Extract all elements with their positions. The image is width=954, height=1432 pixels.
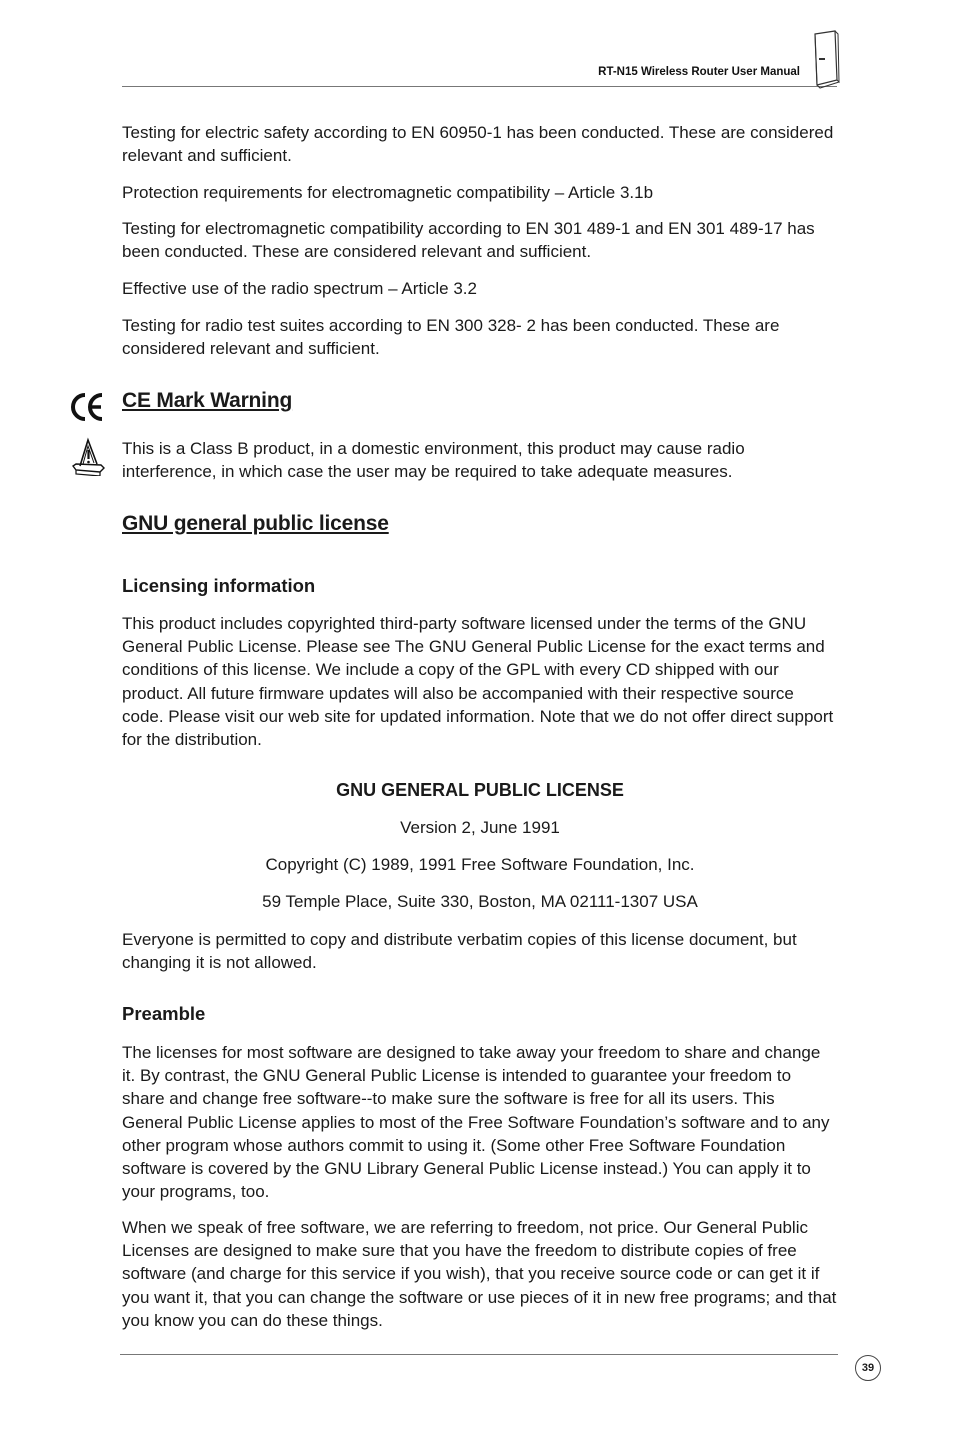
gpl-address: 59 Temple Place, Suite 330, Boston, MA 02111-1307 USA bbox=[262, 892, 698, 911]
warning-hand-icon bbox=[70, 436, 106, 476]
header-title: RT-N15 Wireless Router User Manual bbox=[598, 66, 800, 78]
gnu-license-heading: GNU general public license bbox=[122, 512, 389, 535]
ce-mark-icon bbox=[68, 390, 106, 424]
preamble-paragraph-1: The licenses for most software are designed to take away your freedom to share and change it. By contrast, the GNU General Public License is intended to guarantee your freedom to share and change free software--to make sure the software is free for all its users. This General Public License applies to most of the Free Software Foundation’s software and to any other program whose authors commit to using it. (Some other Free Software Foundation software is covered by the GNU Library General Public License instead.) You can apply it to your programs, too. bbox=[122, 1043, 830, 1202]
ce-mark-heading: CE Mark Warning bbox=[122, 389, 293, 412]
paragraph-emc-testing: Testing for electromagnetic compatibility according to EN 301 489-1 and EN 301 489-17 has been conducted. These are considered relevant and sufficient. bbox=[122, 219, 815, 262]
footer-divider bbox=[120, 1354, 838, 1355]
paragraph-radio-testing: Testing for radio test suites according to EN 300 328- 2 has been conducted. These are considered relevant and sufficient. bbox=[122, 316, 780, 359]
preamble-heading: Preamble bbox=[122, 1003, 206, 1024]
paragraph-electric-safety: Testing for electric safety according to EN 60950-1 has been conducted. These are considered relevant and sufficient. bbox=[122, 123, 834, 166]
paragraph-radio-spectrum: Effective use of the radio spectrum – Article 3.2 bbox=[122, 279, 477, 298]
header-divider bbox=[122, 86, 837, 87]
preamble-paragraph-2: When we speak of free software, we are referring to freedom, not price. Our General Public Licenses are designed to make sure that you have the freedom to distribute copies of free software (and charge for this service if you wish), that you receive source code or can get it if you want it, that you can change the software or use pieces of it in new free programs; and that you know you can do these things. bbox=[122, 1218, 837, 1330]
gpl-version: Version 2, June 1991 bbox=[400, 818, 560, 837]
licensing-information-text: This product includes copyrighted third-party software licensed under the terms of the GNU General Public License. Please see The GNU General Public License for the exact terms and conditions of this license. We include a copy of the GPL with every CD shipped with our product. All future firmware updates will also be accompanied with their respective source code. Please visit our web site for updated information. Note that we do not offer direct support for the distribution. bbox=[122, 614, 834, 750]
router-icon bbox=[806, 30, 840, 90]
gpl-permission-text: Everyone is permitted to copy and distribute verbatim copies of this license document, but changing it is not allowed. bbox=[122, 930, 797, 973]
licensing-information-heading: Licensing information bbox=[122, 575, 316, 596]
gpl-copyright: Copyright (C) 1989, 1991 Free Software Foundation, Inc. bbox=[265, 855, 695, 874]
paragraph-emc-protection: Protection requirements for electromagnetic compatibility – Article 3.1b bbox=[122, 183, 654, 202]
ce-warning-text: This is a Class B product, in a domestic environment, this product may cause radio interference, in which case the user may be required to take adequate measures. bbox=[122, 439, 745, 482]
gpl-title: GNU GENERAL PUBLIC LICENSE bbox=[336, 780, 624, 800]
page-number: 39 bbox=[855, 1355, 881, 1381]
